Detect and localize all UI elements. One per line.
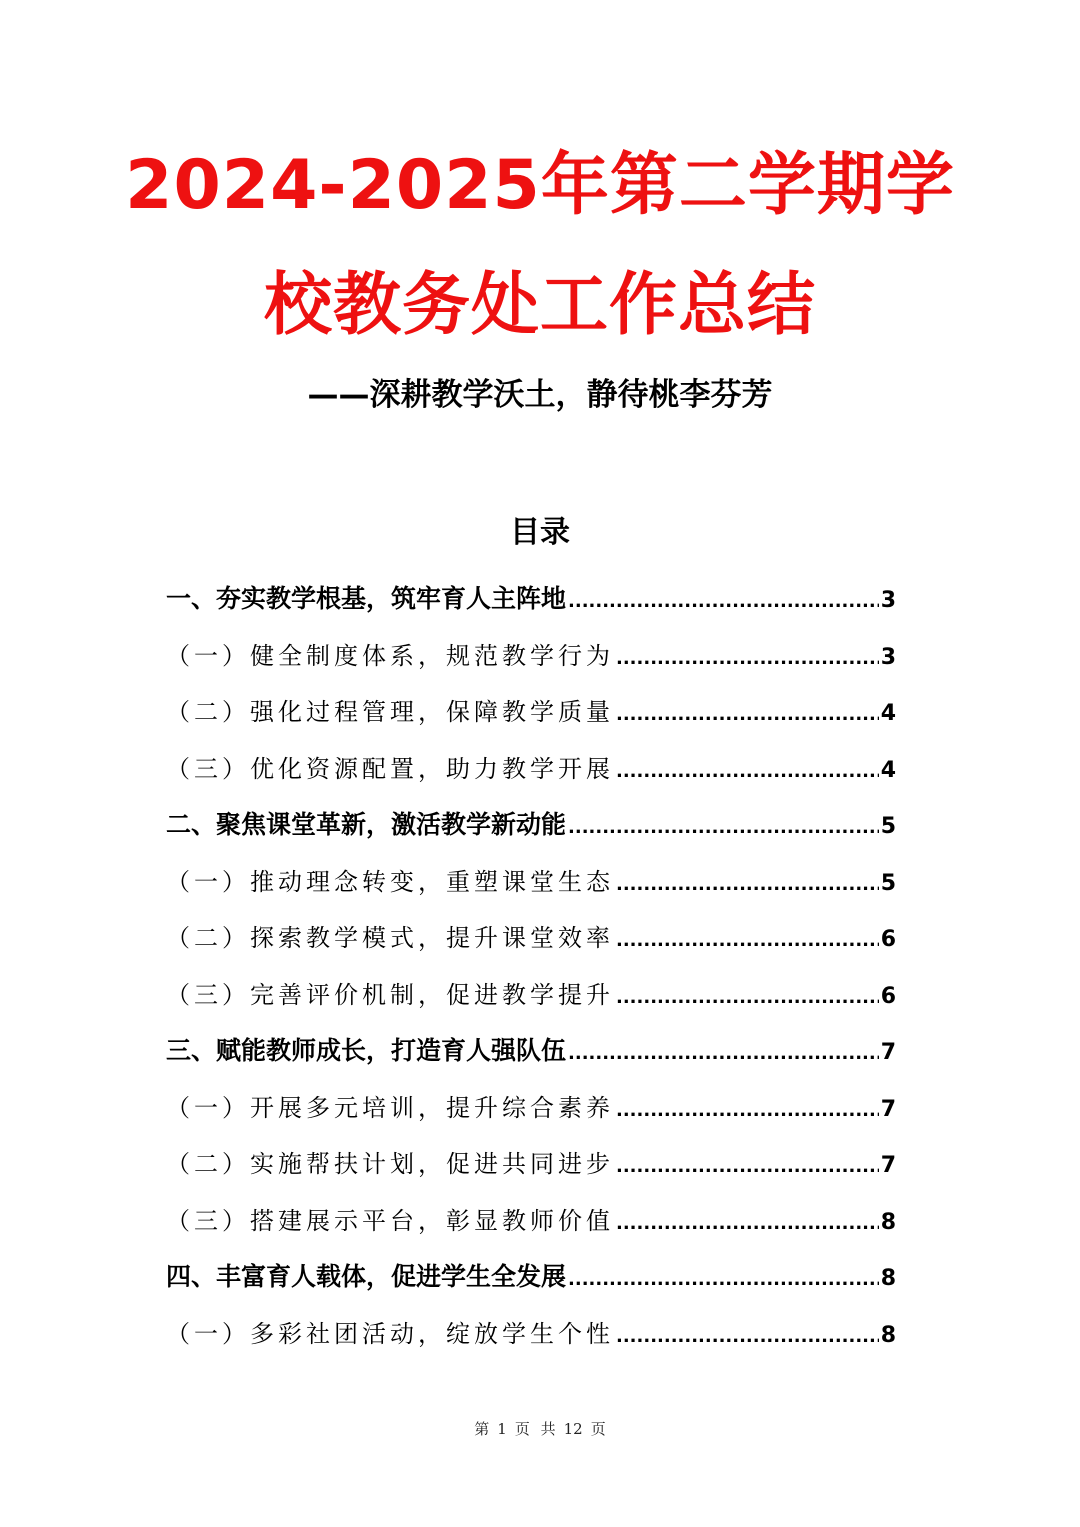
toc-leader-dots (616, 924, 879, 958)
toc-entry[interactable] (166, 808, 896, 865)
toc-entry-page: 5 (880, 814, 896, 839)
toc-heading: 目录 (510, 515, 570, 550)
toc-leader-dots (568, 585, 879, 619)
toc-leader-dots (616, 868, 879, 902)
toc-entry-label: （一）多彩社团活动，绽放学生个性 (166, 1319, 614, 1348)
toc-entry[interactable] (166, 1204, 896, 1261)
toc-leader-dots (616, 1094, 879, 1128)
toc-entry-page: 8 (880, 1322, 896, 1348)
toc-entry[interactable] (166, 921, 896, 978)
toc-entry[interactable] (166, 1260, 896, 1317)
toc-entry[interactable] (166, 1317, 896, 1374)
toc-leader-dots (568, 1263, 879, 1297)
toc-entry-label: 四、丰富育人载体，促进学生全发展 (166, 1262, 567, 1291)
toc-entry[interactable] (166, 865, 896, 922)
toc-entry[interactable] (166, 582, 896, 639)
toc-entry-label: （一）推动理念转变，重塑课堂生态 (166, 867, 614, 896)
table-of-contents (166, 582, 896, 1373)
toc-leader-dots (568, 1037, 879, 1071)
toc-entry-label: （一）健全制度体系，规范教学行为 (166, 641, 614, 670)
toc-entry[interactable] (166, 695, 896, 752)
toc-entry-page: 4 (880, 757, 896, 783)
document-title-line-1: 2024-2025年第二学期学 (125, 146, 955, 225)
toc-entry[interactable] (166, 978, 896, 1035)
toc-leader-dots (616, 981, 879, 1015)
document-title-line-2: 校教务处工作总结 (263, 266, 816, 345)
document-subtitle: ——深耕教学沃土，静待桃李芬芳 (307, 377, 773, 413)
toc-entry-page: 7 (880, 1096, 896, 1122)
toc-entry-label: （三）完善评价机制，促进教学提升 (166, 980, 614, 1009)
toc-entry-page: 6 (880, 927, 896, 952)
toc-entry[interactable] (166, 752, 896, 809)
toc-leader-dots (616, 1207, 879, 1241)
footer-middle: 页 共 (514, 1420, 556, 1438)
toc-entry-page: 7 (880, 1153, 896, 1178)
footer-current-page: 1 (497, 1420, 507, 1438)
toc-entry-label: （三）优化资源配置，助力教学开展 (166, 754, 614, 783)
toc-entry-label: 三、赋能教师成长，打造育人强队伍 (166, 1036, 567, 1065)
toc-leader-dots (616, 698, 879, 732)
toc-leader-dots (616, 755, 879, 789)
toc-entry-page: 5 (880, 870, 896, 896)
toc-entry-label: （三）搭建展示平台，彰显教师价值 (166, 1206, 614, 1235)
toc-entry-label: 二、聚焦课堂革新，激活教学新动能 (166, 810, 567, 839)
toc-entry-page: 3 (880, 588, 896, 613)
toc-entry-page: 3 (880, 644, 896, 670)
toc-leader-dots (616, 1320, 879, 1354)
toc-entry-page: 4 (880, 701, 896, 726)
footer-suffix: 页 (590, 1420, 606, 1438)
toc-entry-label: （二）探索教学模式，提升课堂效率 (166, 924, 614, 952)
toc-entry-page: 7 (880, 1040, 896, 1065)
toc-entry[interactable] (166, 1147, 896, 1204)
toc-entry-page: 8 (880, 1209, 896, 1235)
toc-entry[interactable] (166, 1091, 896, 1148)
toc-entry-page: 8 (880, 1266, 896, 1291)
footer-prefix: 第 (474, 1420, 490, 1438)
toc-leader-dots (616, 1150, 879, 1184)
toc-entry-label: 一、夯实教学根基，筑牢育人主阵地 (166, 584, 567, 613)
toc-leader-dots (568, 811, 879, 845)
toc-entry[interactable] (166, 1034, 896, 1091)
toc-entry-label: （一）开展多元培训，提升综合素养 (166, 1093, 614, 1122)
toc-entry-label: （二）强化过程管理，保障教学质量 (166, 698, 614, 726)
toc-entry-page: 6 (880, 983, 896, 1009)
toc-leader-dots (616, 642, 879, 676)
footer-total-pages: 12 (563, 1420, 583, 1438)
toc-entry-label: （二）实施帮扶计划，促进共同进步 (166, 1150, 614, 1178)
page-footer (0, 1418, 1080, 1439)
toc-entry[interactable] (166, 639, 896, 696)
